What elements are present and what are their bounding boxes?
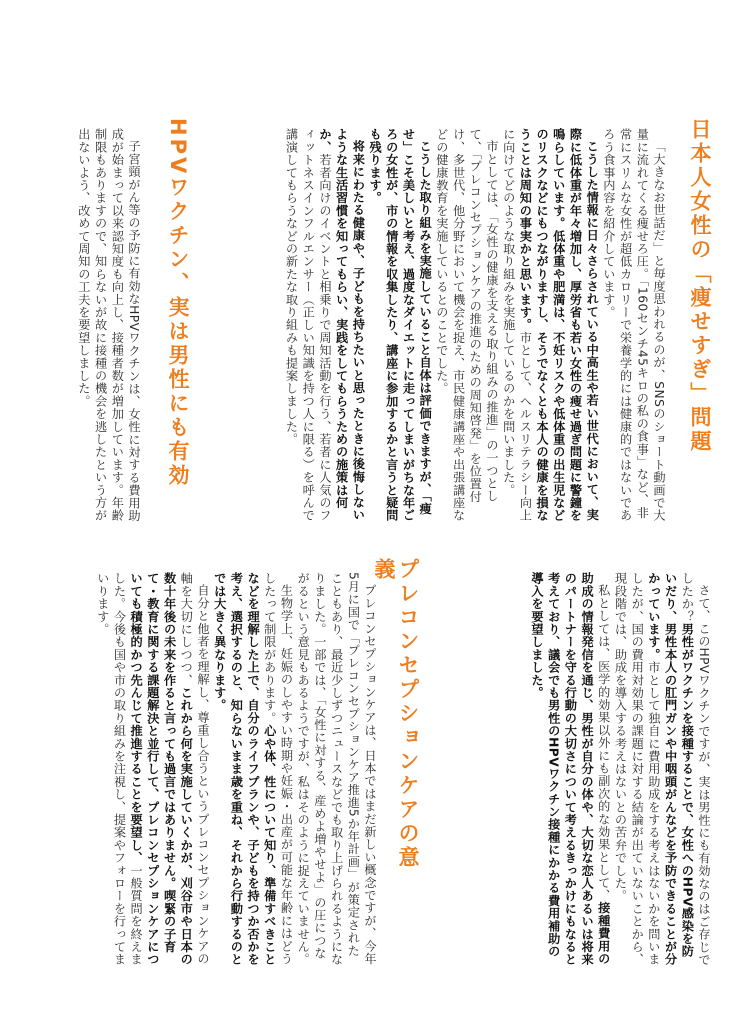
precon-paragraph-3-bold: これから何を実施していくかが、刈谷市や日本の数十年後の未来を作ると言っても過言ではありません。喫緊の子育て・教育に関する課題解決と並行して、プレコンセプションケアについても積極的かつ先んじて推進することを要望し、 — [129, 572, 194, 966]
hpv2-paragraph-1-a: さて、このHPVワクチンですが、実は男性にも有効なのはご存じでしたか？ — [680, 572, 711, 967]
yase-paragraph-2-rest: 市として、ヘルスリテラシー向上に向けてどのような取り組みを実施しているのかを問いました。 — [501, 128, 533, 522]
yase-paragraph-4 — [366, 128, 433, 523]
precon-paragraph-2 — [211, 572, 295, 967]
heading-yase: 日本人女性の「痩せすぎ」問題 — [688, 118, 712, 454]
hpv2-paragraph-1-bold: 男性がワクチンを接種することで、女性へのHPV感染を防いだり、男性本人の肛門ガンや中咽頭がんなどを予防できることが分かっています。 — [646, 572, 695, 966]
hpv-paragraph-1: 子宮頸がん等の予防に有効なHPVワクチンは、女性に対する費用助成が始まって以来認知度も向上し、接種者数が増加しています。年齢制限もありますので、知らないが故に接種の機会を逃したという方が出ないよう、改めて周知の工夫を要望しました。 — [76, 128, 141, 523]
yase-paragraph-2 — [500, 128, 600, 523]
body-hpv-1 — [32, 128, 142, 523]
body-hpv-2 — [422, 572, 712, 967]
hpv2-paragraph-2-bold: 接種費用の助成の情報発信を通じ、男性が自分の体や、大切な恋人あるいは将来のパートナーを守る行動の大切さについて考えるきっかけにもなると考えており、議会でも男性のHPVワクチン接種にかかる費用補助の導入を要望しました。 — [529, 572, 611, 966]
hpv2-paragraph-2 — [528, 572, 612, 967]
yase-paragraph-3 — [433, 128, 500, 523]
hpv2-paragraph-1 — [612, 572, 712, 967]
precon-paragraph-2-a: 生物学上、妊娠のしやすい時期や妊娠・出産が可能な年齢にはどうしたって制限があります。 — [262, 572, 294, 966]
precon-paragraph-2-bold: 心や体、性について知り、準備すべきことなどを理解した上で、自分のライフプランや、子どもを持つか否かを考え、選択するのと、知らないまま歳を重ね、それから行動するのとでは大きく異なります。 — [212, 572, 277, 966]
yase-paragraph-5-rest: 若者向けのイベントと相乗りで周知活動を行う、若者に人気のフィットネスインフルエンサー（正しい知識を持つ人に限る）を呼んで講演してもらうなどの新たな取り組みも提案しました。 — [284, 128, 332, 522]
precon-paragraph-1: プレコンセプションケアは、日本ではまだ新しい概念ですが、今年5月に国で「プレコンセプションケア推進5か年計画」が策定されたこともあり、最近少しずつニュースなどでも取り上げられるようになりました。一部では、「女性に対する、産めよ増やせよ」の圧につながるという意見もあるようですが、私はそのように捉えていません。 — [296, 572, 377, 966]
yase-paragraph-4-bold: こうした取り組みを実施していること自体は評価できますが、「痩せ」こそ美しいと考え、過度なダイエットに走ってしまいがちな年ごろの女性が、市の情報を収集したり、講座に参加するかと言うと疑問も残ります。 — [368, 128, 433, 522]
yase-paragraph-1: 「大きなお世話だ」と毎度思われるのが、SNSのショート動画で大量に流れてくる痩せろ圧。「160センチ45キロの私の食事」など、非常にスリムな女性が超低カロリーで栄養学的には健康的ではないであろう食事内容を紹介しています。 — [601, 128, 666, 522]
hpv2-paragraph-2-a: 私としては、医学的効果以外にも副次的な効果として、 — [596, 584, 611, 902]
body-yase — [209, 128, 667, 523]
heading-precon: プレコンセプションケアの意義 — [372, 558, 420, 870]
yase-paragraph-5-bold: 将来にわたる健康や、子どもを持ちたいと思ったときに後悔しないような生活習慣を知ってもらい、実践をしてもらうための施策は何か、 — [317, 128, 366, 522]
body-precon — [38, 572, 378, 967]
hpv2-paragraph-1-c: 市として独自に費用助成をする考えはないかを問いましたが、国の費用対効果の課題に対する結論が出ていないことから、現段階では、助成を導入する考えはないとの苦弁でした。 — [613, 572, 661, 966]
yase-paragraph-5 — [283, 128, 367, 523]
precon-paragraph-3-c: 一般質問を終えました。今後も国や市の取り組みを注視し、提案やフォローを行ってまいります。 — [95, 572, 144, 966]
yase-paragraph-2-bold: こうした情報に日々さらされている中高生や若い世代において、実際に低体重が年々増加し、厚労省も若い女性の痩せ過ぎ問題に警鐘を鳴らしています。低体重や肥満は、不妊リスクや低体重の出生児などのリスクなどにもつながりますし、そうでなくとも本人の健康を損なうことは周知の事実かと思います。 — [518, 128, 600, 522]
precon-paragraph-3-a: 自分と他者を理解し、尊重し合うというプレコンセプションケアの軸を大切にしつつ、 — [179, 572, 210, 966]
precon-paragraph-3 — [94, 572, 211, 967]
yase-paragraph-3-text: 市としては、「女性の健康を支える取り組みの推進」の一つとして、「プレコンセプションケアの推進のための周知啓発」を位置付け、多世代、他分野において機会を捉え、市民健康講座や出張講座などの健康教育を実施しているとのことでした。 — [434, 128, 499, 522]
heading-hpv: HPVワクチン、実は男性にも有効 — [166, 118, 190, 489]
